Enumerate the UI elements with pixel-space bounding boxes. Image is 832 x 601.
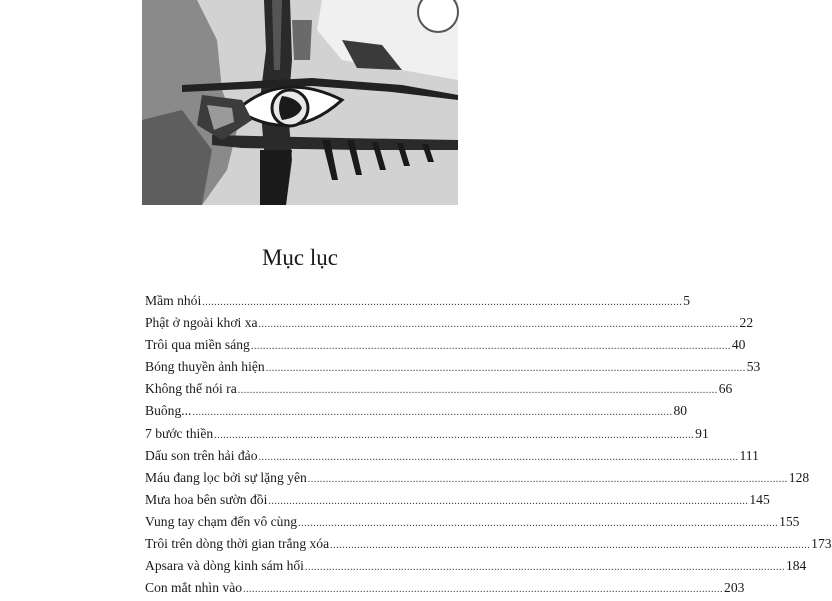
toc-entry-page-number: 155 xyxy=(779,513,800,529)
toc-entry-title: Buông... xyxy=(145,403,192,419)
toc-entry-page-number: 184 xyxy=(785,558,807,574)
toc-entry-title: 7 bước thiền xyxy=(145,425,214,441)
dot-leader: ................................................................................................................................................................ xyxy=(268,495,749,507)
dot-leader: ................................................................................................................................................................ xyxy=(265,363,746,375)
toc-entry-title: Apsara và dòng kinh sám hối xyxy=(145,558,304,574)
toc-entry-title: Bóng thuyền ảnh hiện xyxy=(145,359,265,375)
toc-entry-title: Không thể nói ra xyxy=(145,381,237,397)
toc-entry[interactable] xyxy=(145,356,761,378)
toc-entry-title: Mầm nhói xyxy=(145,293,202,308)
toc-entry-title: Phật ở ngoài khơi xa xyxy=(145,315,258,331)
dot-leader: ................................................................................................................................................................ xyxy=(202,297,683,308)
toc-entry[interactable] xyxy=(145,423,709,445)
toc-entry-page-number: 128 xyxy=(788,469,810,485)
toc-entry-page-number: 91 xyxy=(695,425,709,441)
dot-leader: ................................................................................................................................................................ xyxy=(250,341,731,353)
toc-entry[interactable] xyxy=(145,290,691,312)
toc-entry-page-number: 145 xyxy=(749,491,770,507)
toc-entry-title: Mưa hoa bên sườn đồi xyxy=(145,491,268,507)
toc-entry-page-number: 53 xyxy=(746,359,761,375)
dot-leader: ................................................................................................................................................................ xyxy=(304,562,785,574)
dot-leader: ................................................................................................................................................................ xyxy=(243,584,724,596)
toc-entry[interactable] xyxy=(145,445,759,467)
toc-entry-page-number: 203 xyxy=(724,580,745,596)
dot-leader: ................................................................................................................................................................ xyxy=(330,540,811,552)
eye-illustration xyxy=(142,0,458,205)
dot-leader: ................................................................................................................................................................ xyxy=(237,385,718,397)
toc-entry[interactable] xyxy=(145,511,800,533)
toc-entry-page-number: 5 xyxy=(683,293,691,308)
toc-entry-title: Máu đang lọc bởi sự lặng yên xyxy=(145,469,307,485)
table-of-contents xyxy=(145,290,832,599)
toc-entry-title: Trôi trên dòng thời gian trắng xóa xyxy=(145,536,330,552)
toc-entry[interactable] xyxy=(145,400,688,422)
toc-entry[interactable] xyxy=(145,533,832,555)
dot-leader: ................................................................................................................................................................ xyxy=(214,429,695,441)
toc-entry-title: Vung tay chạm đến vô cùng xyxy=(145,513,298,529)
toc-entry-page-number: 80 xyxy=(673,403,688,419)
toc-entry-page-number: 22 xyxy=(739,315,754,331)
toc-entry[interactable] xyxy=(145,312,754,334)
dot-leader: ................................................................................................................................................................ xyxy=(298,517,779,529)
toc-entry-page-number: 173 xyxy=(811,536,832,552)
dot-leader: ................................................................................................................................................................ xyxy=(258,319,739,331)
dot-leader: ................................................................................................................................................................ xyxy=(307,473,788,485)
toc-entry[interactable] xyxy=(145,378,733,400)
toc-entry-page-number: 66 xyxy=(718,381,733,397)
toc-entry-title: Con mắt nhìn vào xyxy=(145,580,243,596)
page-title: Mục lục xyxy=(261,245,338,270)
toc-entry-page-number: 111 xyxy=(739,447,759,463)
toc-entry-page-number: 40 xyxy=(731,337,746,353)
toc-entry-title: Trôi qua miền sáng xyxy=(145,337,250,353)
toc-entry[interactable] xyxy=(145,467,810,489)
dot-leader: ................................................................................................................................................................ xyxy=(192,407,673,419)
toc-entry[interactable] xyxy=(145,334,746,356)
toc-entry[interactable] xyxy=(145,555,807,577)
toc-entry[interactable] xyxy=(145,489,770,511)
dot-leader: ................................................................................................................................................................ xyxy=(258,451,739,463)
toc-entry-title: Dấu son trên hải đảo xyxy=(145,447,258,463)
toc-entry[interactable] xyxy=(145,577,745,599)
